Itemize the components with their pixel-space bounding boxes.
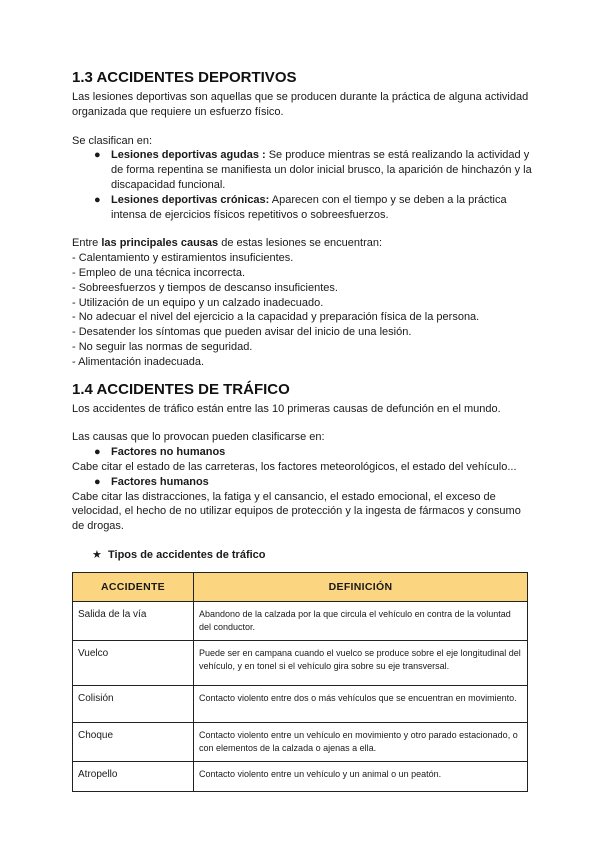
document-content: [72, 68, 532, 563]
table-row: [73, 641, 528, 686]
types-heading-text: Tipos de accidentes de tráfico: [108, 548, 266, 561]
accident-definition: Puede ser en campana cuando el vuelco se produce sobre el eje longitudinal del vehículo, y en tonel si el vehículo gira sobre su eje transversal.: [194, 641, 528, 686]
factor-human-text: Cabe citar las distracciones, la fatiga y el cansancio, el estado emocional, el exceso de velocidad, el hecho de no utilizar equipos de protección y la ingesta de fármacos y consumo de drogas.: [72, 490, 521, 533]
causes-bold: las principales causas: [101, 237, 219, 250]
accident-name: Choque: [73, 723, 194, 762]
causes-intro: [72, 236, 532, 251]
injury-types-list: [72, 148, 532, 222]
accident-types-table: [72, 572, 528, 792]
accident-definition: Contacto violento entre un vehículo y un animal o un peatón.: [194, 762, 528, 792]
term-acute-text: Se produce mientras se está realizando la actividad y de forma repentina se manifiesta un dolor inicial brusco, la aparición de hinchazón y la discapacidad funcional.: [111, 149, 532, 191]
factor-non-human-text: Cabe citar el estado de las carreteras, los factores meteorológicos, el estado del vehículo...: [72, 460, 517, 473]
cause-item: - Sobreesfuerzos y tiempos de descanso insuficientes.: [72, 281, 338, 294]
causes-post: de estas lesiones se encuentran:: [218, 237, 383, 250]
cause-item: - No seguir las normas de seguridad.: [72, 340, 253, 353]
bullet-icon: ●: [94, 475, 101, 488]
cause-item: - Desatender los síntomas que pueden avisar del inicio de una lesión.: [72, 326, 412, 339]
header-definicion: DEFINICIÓN: [194, 573, 528, 602]
section-heading-sport-accidents: 1.3 ACCIDENTES DEPORTIVOS: [72, 69, 297, 86]
table-header-row: [73, 573, 528, 602]
accident-name: Salida de la vía: [73, 602, 194, 641]
table-row: [73, 762, 528, 792]
cause-item: - No adecuar el nivel del ejercicio a la capacidad y preparación física de la persona.: [72, 311, 480, 324]
list-item: [94, 193, 532, 223]
accident-definition: Abandono de la calzada por la que circula el vehículo en contra de la voluntad del conductor.: [194, 602, 528, 641]
table-row: [73, 686, 528, 723]
accident-name: Vuelco: [73, 641, 194, 686]
traffic-intro: Los accidentes de tráfico están entre las 10 primeras causas de defunción en el mundo.: [72, 402, 501, 415]
sport-injuries-intro: Las lesiones deportivas son aquellas que se producen durante la práctica de alguna actividad organizada que requiere un esfuerzo físico.: [72, 91, 529, 118]
factor-human-title: Factores humanos: [111, 475, 209, 488]
accident-definition: Contacto violento entre dos o más vehículos que se encuentran en movimiento.: [194, 686, 528, 723]
table-row: [73, 602, 528, 641]
factor-human: [72, 475, 532, 490]
term-acute: Lesiones deportivas agudas :: [111, 149, 266, 162]
bullet-icon: ●: [94, 149, 101, 162]
section-heading-traffic-accidents: 1.4 ACCIDENTES DE TRÁFICO: [72, 380, 290, 398]
cause-item: - Utilización de un equipo y un calzado inadecuado.: [72, 296, 324, 309]
accident-name: Colisión: [73, 686, 194, 723]
cause-item: - Empleo de una técnica incorrecta.: [72, 266, 246, 279]
term-chronic: Lesiones deportivas crónicas:: [111, 193, 270, 206]
traffic-classify-label: Las causas que lo provocan pueden clasificarse en:: [72, 431, 325, 444]
cause-item: - Calentamiento y estiramientos insuficientes.: [72, 252, 294, 265]
list-item: [94, 148, 532, 192]
cause-item: - Alimentación inadecuada.: [72, 355, 205, 368]
classify-label: Se clasifican en:: [72, 134, 153, 147]
bullet-icon: ●: [94, 193, 101, 206]
types-heading: [72, 548, 532, 563]
factor-non-human: [72, 445, 532, 460]
accident-name: Atropello: [73, 762, 194, 792]
bullet-icon: ●: [94, 446, 101, 459]
header-accidente: ACCIDENTE: [73, 573, 194, 602]
accident-definition: Contacto violento entre un vehículo en movimiento y otro parado estacionado, o con elementos de la calzada o ajenas a ella.: [194, 723, 528, 762]
table-row: [73, 723, 528, 762]
causes-pre: Entre: [72, 237, 102, 250]
star-icon: ★: [92, 548, 102, 561]
factor-non-human-title: Factores no humanos: [111, 446, 226, 459]
term-chronic-text: Aparecen con el tiempo y se deben a la práctica intensa de ejercicios físicos repetitivos o sobreesfuerzos.: [111, 193, 507, 221]
